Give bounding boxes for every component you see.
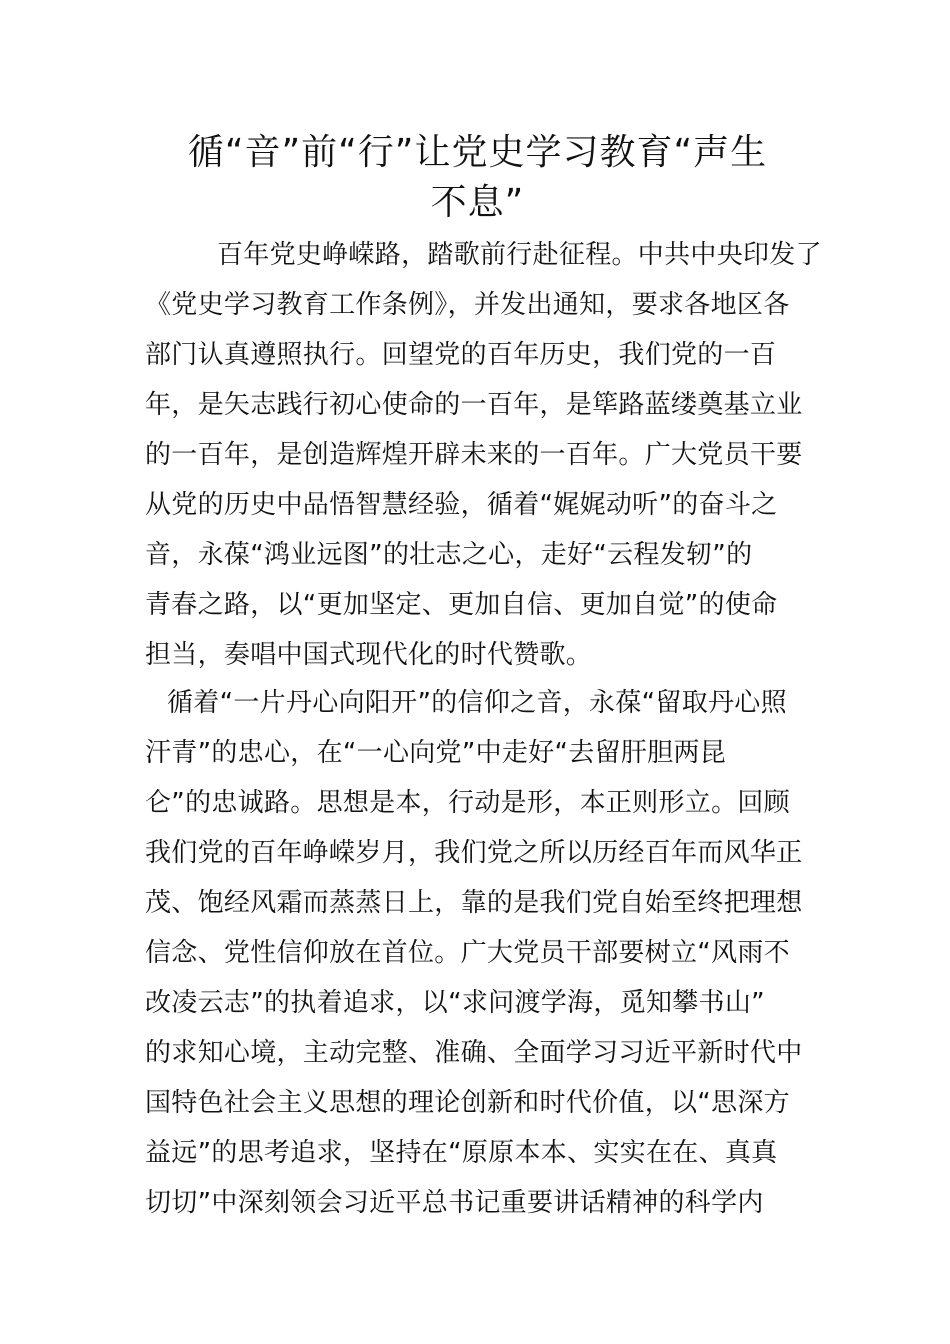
paragraph-line: 的求知心境，主动完整、准确、全面学习习近平新时代中: [145, 1038, 803, 1068]
paragraph-line: 音，永葆“鸿业远图”的壮志之心，走好“云程发轫”的: [145, 540, 753, 570]
paragraph-line: 循着“一片丹心向阳开”的信仰之音，永葆“留取丹心照: [167, 688, 787, 718]
paragraph-line: 信念、党性信仰放在首位。广大党员干部要树立“风雨不: [145, 938, 790, 968]
paragraph-2: [145, 678, 810, 1228]
paragraph-line: 部门认真遵照执行。回望党的百年历史，我们党的一百: [145, 340, 777, 370]
paragraph-line: 仑”的忠诚路。思想是本，行动是形，本正则形立。回顾: [145, 788, 790, 818]
paragraph-line: 年，是矢志践行初心使命的一百年，是筚路蓝缕奠基立业: [145, 390, 803, 420]
paragraph-line: 改凌云志”的执着追求，以“求问渡学海，觅知攀书山”: [145, 988, 765, 1018]
paragraph-line: 茂、饱经风霜而蒸蒸日上，靠的是我们党自始至终把理想: [145, 888, 803, 918]
paragraph-line: 从党的历史中品悟智慧经验，循着“娓娓动听”的奋斗之: [145, 490, 778, 520]
paragraph-line: 担当，奏唱中国式现代化的时代赞歌。: [145, 640, 593, 670]
paragraph-line: 汗青”的忠心，在“一心向党”中走好“去留肝胆两昆: [145, 738, 727, 768]
paragraph-line: 青春之路，以“更加坚定、更加自信、更加自觉”的使命: [145, 590, 778, 620]
paragraph-line: 益远”的思考追求，坚持在“原原本本、实实在在、真真: [145, 1138, 778, 1168]
title-line: 不息”: [430, 182, 525, 223]
paragraph-line: 《党史学习教育工作条例》，并发出通知，要求各地区各: [145, 290, 790, 320]
document-title: [145, 128, 810, 228]
paragraph-1: [145, 230, 822, 680]
title-line: 循“音”前“行”让党史学习教育“声生: [187, 132, 768, 173]
paragraph-line: 的一百年，是创造辉煌开辟未来的一百年。广大党员干要: [145, 440, 803, 470]
paragraph-line: 国特色社会主义思想的理论创新和时代价值，以“思深方: [145, 1088, 790, 1118]
paragraph-line: 百年党史峥嵘路，踏歌前行赴征程。中共中央印发了: [217, 240, 822, 270]
paragraph-line: 切切”中深刻领会习近平总书记重要讲话精神的科学内: [145, 1188, 764, 1218]
paragraph-line: 我们党的百年峥嵘岁月，我们党之所以历经百年而风华正: [145, 838, 803, 868]
